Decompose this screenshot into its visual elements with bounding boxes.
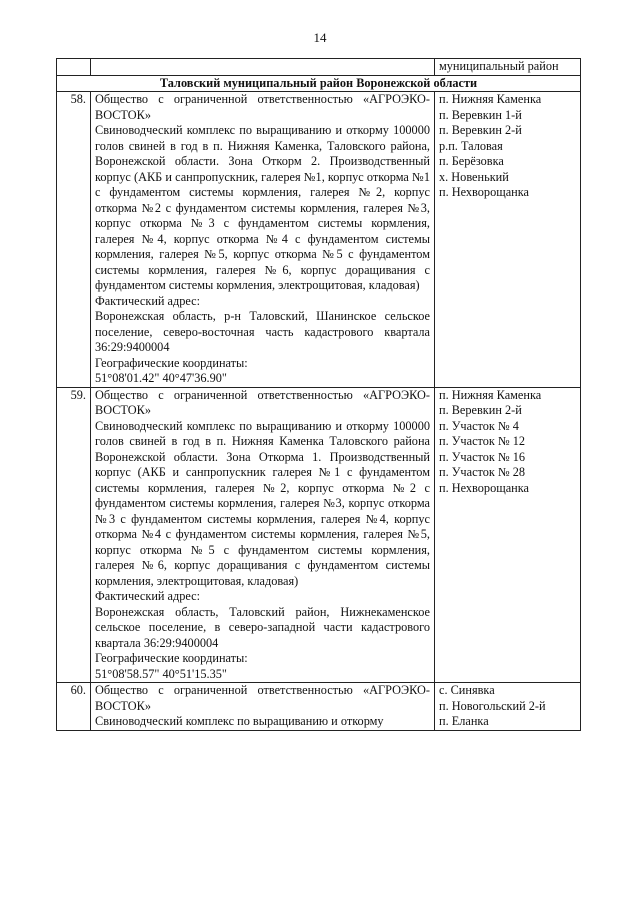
address-text: Воронежская область, Таловский район, Нижнекаменское сельское поселение, в северо-западной части кадастрового квартала 36:29:9400004 xyxy=(95,604,430,650)
list-item: с. Синявка xyxy=(439,683,495,697)
list-item: п. Участок № 4 xyxy=(439,418,519,433)
list-item: п. Берёзовка xyxy=(439,154,504,168)
table-header-row xyxy=(57,59,581,76)
address-text: Воронежская область, р-н Таловский, Шанинское сельское поселение, северо-восточная часть кадастрового квартала 36:29:9400004 xyxy=(95,309,430,354)
district-title: Таловский муниципальный район Воронежской области xyxy=(57,76,581,92)
table-row xyxy=(57,92,581,388)
coords-label: Географические координаты: xyxy=(95,651,248,665)
coords-text: 51°08'01.42" 40°47'36.90" xyxy=(95,371,227,385)
district-row xyxy=(57,76,581,92)
table-row xyxy=(57,387,581,683)
list-item: п. Веревкин 2-й xyxy=(439,123,522,137)
list-item: п. Новогольский 2-й xyxy=(439,698,546,713)
object-description: Свиноводческий комплекс по выращиванию и откорму xyxy=(95,714,384,728)
entry-places xyxy=(435,683,581,731)
entry-number: 58. xyxy=(57,92,91,388)
object-description: Свиноводческий комплекс по выращиванию и откорму 100000 голов свиней в год в п. Нижняя Каменка Таловского района Воронежской области. Зона Откорма 1. Производственный корпус (АКБ и санпропускник галерея №1 с фундаментом системы кормления, галерея №2, корпус откорма №2 с фундаментом системы кормления, галерея №3, корпус откорма №3 с фундаментом системы кормления, галерея №4, корпус откорма №4 с фундаментом системы кормления, галерея №5, корпус откорма №5 с фундаментом системы кормления, галерея №6, корпус доращивания с фундаментом системы кормления, электрощитовая, кладовая) xyxy=(95,418,430,588)
list-item: п. Участок № 28 xyxy=(439,465,526,479)
object-description: Свиноводческий комплекс по выращиванию и откорму 100000 голов свиней в год в п. Нижняя Каменка, Таловского района, Воронежской области. Зона Откорм 2. Производственный корпус (АКБ и санпропускник, галерея №1, корпус откорма №1 с фундаментом системы кормления, галерея №2, корпус откорма №2 с фундаментом системы кормления, галерея №3, корпус откорма №3 с фундаментом системы кормления, галерея №4, корпус откорма №4 с фундаментом системы кормления, галерея №5, корпус откорма №5 с фундаментом системы кормления, галерея №6, корпус доращивания с фундаментом системы кормления, электрощитовая, кладовая) xyxy=(95,123,430,292)
company-name: Общество с ограниченной ответственностью «АГРОЭКО-ВОСТОК» xyxy=(95,683,430,713)
list-item: п. Участок № 16 xyxy=(439,449,526,464)
entry-number: 60. xyxy=(57,683,91,731)
entry-places xyxy=(435,387,581,683)
header-cell-desc xyxy=(91,59,435,76)
company-name: Общество с ограниченной ответственностью «АГРОЭКО-ВОСТОК» xyxy=(95,387,430,417)
entry-description xyxy=(91,683,435,731)
header-cell-num xyxy=(57,59,91,76)
list-item: п. Нехворощанка xyxy=(439,185,529,199)
address-label: Фактический адрес: xyxy=(95,293,201,308)
register-table xyxy=(56,58,581,731)
coords-text: 51°08'58.57" 40°51'15.35" xyxy=(95,666,227,681)
page-number: 14 xyxy=(313,30,327,45)
list-item: п. Веревкин 2-й xyxy=(439,403,522,417)
list-item: х. Новенький xyxy=(439,169,509,184)
entry-number: 59. xyxy=(57,387,91,683)
table-row xyxy=(57,683,581,731)
entry-description xyxy=(91,387,435,683)
coords-label: Географические координаты: xyxy=(95,355,248,370)
entry-places xyxy=(435,92,581,388)
list-item: п. Нижняя Каменка xyxy=(439,92,542,106)
company-name: Общество с ограниченной ответственностью «АГРОЭКО-ВОСТОК» xyxy=(95,92,430,122)
list-item: п. Веревкин 1-й xyxy=(439,107,522,122)
address-label: Фактический адрес: xyxy=(95,589,201,603)
list-item: п. Нехворощанка xyxy=(439,480,529,495)
list-item: п. Еланка xyxy=(439,714,489,728)
list-item: п. Нижняя Каменка xyxy=(439,387,542,402)
header-cell-places: муниципальный район xyxy=(435,59,581,76)
list-item: р.п. Таловая xyxy=(439,138,503,153)
list-item: п. Участок № 12 xyxy=(439,434,526,448)
entry-description xyxy=(91,92,435,388)
